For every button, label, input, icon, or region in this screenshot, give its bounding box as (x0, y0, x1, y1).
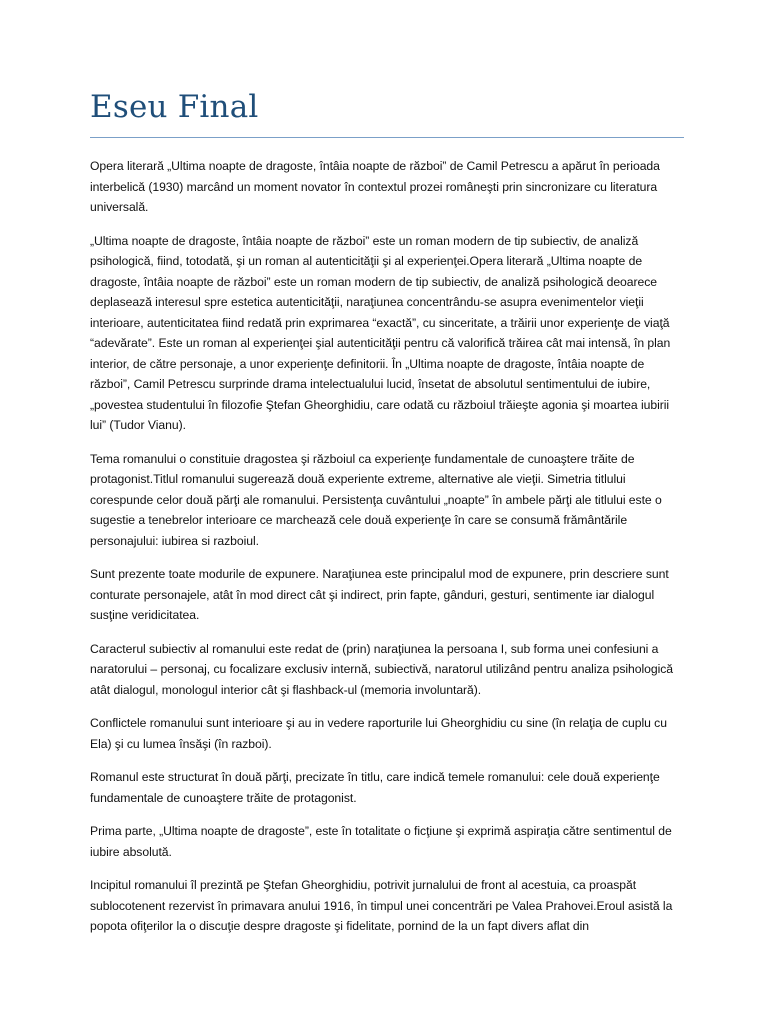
document-title: Eseu Final (90, 89, 259, 125)
paragraph: Romanul este structurat în două părţi, precizate în titlu, care indică temele romanului: cele două experienţe fundamentale de cunoaştere trăite de protagonist. (90, 770, 660, 805)
paragraph: Caracterul subiectiv al romanului este redat de (prin) naraţiunea la persoana I, sub forma unei confesiuni a naratorului – personaj, cu focalizare exclusiv internă, subiectivă, naratorul utilizând pentru analiza psihologică atât dialogul, monologul interior cât şi flashback-ul (memoria involuntară). (90, 641, 674, 697)
paragraph: Prima parte, „Ultima noapte de dragoste”, este în totalitate o ficţiune şi exprimă aspiraţia către sentimentul de iubire absolută. (90, 824, 672, 859)
title-divider (90, 137, 684, 138)
paragraph: Tema romanului o constituie dragostea şi războiul ca experienţe fundamentale de cunoaştere trăite de protagonist.Titlul romanului sugerează două experiente extreme, alternative ale vieţii. Simetria titlului corespunde celor două părţi ale romanului. Persistenţa cuvântului „noapte” în ambele părţi ale titlului este o sugestie a tenebrelor interioare ce marchează cele două experienţe în care se consumă frământările personajului: iubirea si razboiul. (90, 451, 662, 548)
paragraph: Sunt prezente toate modurile de expunere. Naraţiunea este principalul mod de expunere, prin descriere sunt conturate personajele, atât în mod direct cât şi indirect, prin fapte, gânduri, gesturi, sentimente iar dialogul susţine veridicitatea. (90, 567, 669, 622)
paragraph: Incipitul romanului îl prezintă pe Ştefan Gheorghidiu, potrivit jurnalului de front al acestuia, ca proaspăt sublocotenent rezervist în primavara anului 1916, în timpul unei concentrări pe Valea Prahovei.Eroul asistă la popota ofiţerilor la o discuţie despre dragoste şi fidelitate, pornind de la un fapt divers aflat din (90, 878, 673, 933)
paragraph: Opera literară „Ultima noapte de dragoste, întâia noapte de război” de Camil Petrescu a apărut în perioada interbelică (1930) marcând un moment novator în contextul prozei româneşti prin sincronizare cu literatura universală. (90, 159, 660, 214)
document-body (90, 156, 684, 950)
paragraph: Conflictele romanului sunt interioare şi au in vedere raporturile lui Gheorghidiu cu sine (în relaţia de cuplu cu Ela) şi cu lumea însăşi (în razboi). (90, 716, 667, 751)
paragraph: „Ultima noapte de dragoste, întâia noapte de război” este un roman modern de tip subiectiv, de analiză psihologică, fiind, totodată, şi un roman al autenticităţii şi al experienţei.Opera literară „Ultima noapte de dragoste, întâia noapte de război” este un roman modern de tip subiectiv, de analiză psihologică deoarece deplasează interesul spre estetica autenticităţii, naraţiunea concentrându-se asupra evenimentelor vieţii interioare, autenticitatea fiind redată prin exprimarea “exactă”, cu sinceritate, a trăirii unor experienţe de viaţă “adevărate”. Este un roman al experienţei şial autenticităţii pentru că valorifică trăirea cât mai intensă, în plan interior, de către personaje, a unor experienţe definitorii. În „Ultima noapte de dragoste, întâia noapte de război”, Camil Petrescu surprinde drama intelectualului lucid, însetat de absolutul sentimentului de iubire, „povestea studentului în filozofie Ştefan Gheorghidiu, care odată cu războiul trăieşte agonia şi moartea iubirii lui” (Tudor Vianu). (90, 233, 671, 432)
